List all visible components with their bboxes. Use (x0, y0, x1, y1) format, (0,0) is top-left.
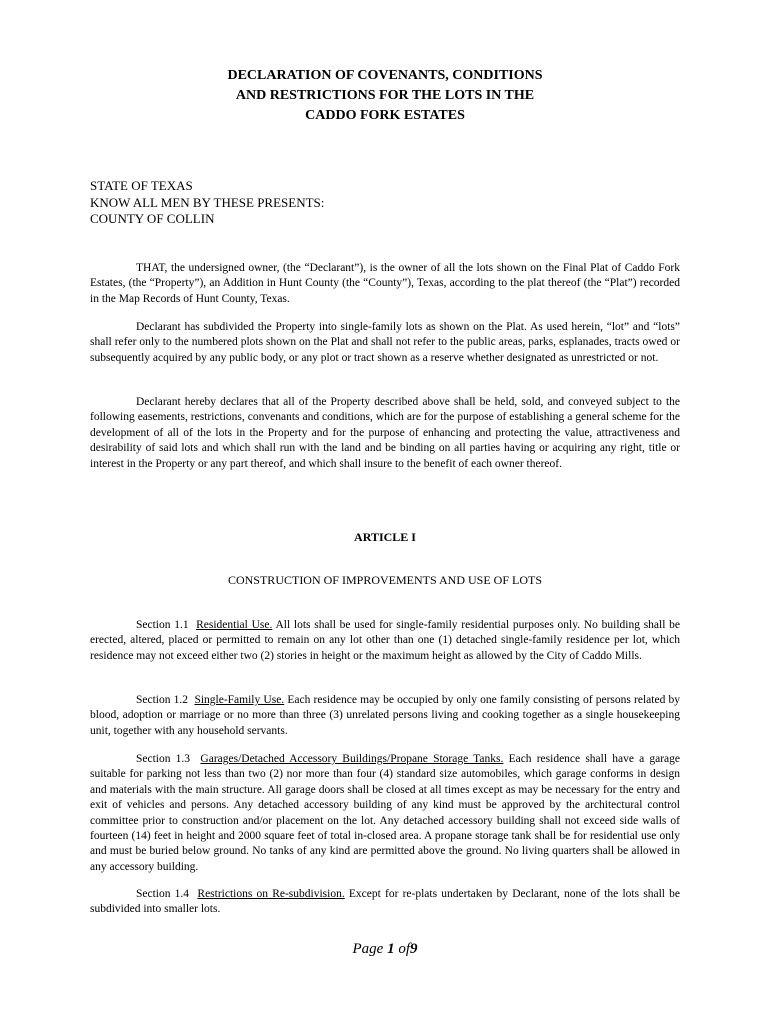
article-heading: ARTICLE I (354, 530, 416, 544)
section-text: All lots shall be used for single-family residential purposes only. No building shall be erected, altered, placed or permitted to remain on any lot other than one (1) detached single-family residence per lot, which residence may not exceed either two (2) stories in height or the maximum height as allowed by the City of Caddo Mills. (90, 619, 681, 662)
section-heading: Garages/Detached Accessory Buildings/Propane Storage Tanks. (200, 753, 504, 765)
preamble-know-all-men: KNOW ALL MEN BY THESE PRESENTS: (90, 194, 325, 210)
section-text: Each residence may be occupied by only one family consisting of persons related by blood, adoption or marriage or no more than three (3) unrelated persons living and cooking together as a single housekeeping unit, together with any household servants. (90, 694, 681, 737)
page-number: 1 (387, 941, 395, 957)
section-heading: Single-Family Use. (194, 694, 285, 706)
section-1-4 (90, 887, 680, 918)
page-label: Page (352, 941, 384, 957)
title-line-2: AND RESTRICTIONS FOR THE LOTS IN THE (235, 88, 535, 103)
of-label: of (398, 941, 410, 957)
paragraph-owner: THAT, the undersigned owner, (the “Declarant”), is the owner of all the lots shown on the Final Plat of Caddo Fork Estates, (the “Property”), an Addition in Hunt County (the “County”), Texas, according to the plat thereof (the “Plat”) recorded in the Map Records of Hunt County, Texas. (90, 262, 680, 305)
section-text: Except for re-plats undertaken by Declarant, none of the lots shall be subdivided into smaller lots. (90, 888, 680, 916)
title-line-1: DECLARATION OF COVENANTS, CONDITIONS (227, 68, 543, 83)
preamble-county: COUNTY OF COLLIN (90, 211, 215, 226)
section-text: Each residence shall have a garage suitable for parking not less than two (2) nor more than four (4) standard size automobiles, which garage conforms in design and materials with the main structure. All garage doors shall be closed at all times except as may be necessary for the entry and exit of vehicles and persons. Any detached accessory building of any kind must be approved by the architectural control committee prior to construction and/or placement on the lot. Any detached accessory building shall not exceed side walls of fourteen (14) feet in height and 2000 square feet of total in-closed area. A propane storage tank shall be for residential use only and must be buried below ground. No tanks of any kind are permitted above the ground. No living quarters shall be allowed in any accessory building. (90, 753, 681, 873)
preamble (90, 178, 324, 228)
total-pages: 9 (410, 941, 418, 957)
title-line-3: CADDO FORK ESTATES (305, 108, 465, 123)
paragraph-subdivision: Declarant has subdivided the Property into single-family lots as shown on the Plat. As used herein, “lot” and “lots” shall refer only to the numbered plots shown on the Plat and shall not refer to the public areas, parks, esplanades, tracts owed or subsequently acquired by any public body, or any plot or tract shown as a reserve whether designated as unrestricted or not. (90, 321, 680, 364)
section-1-1 (90, 618, 680, 664)
section-number: Section 1.3 (136, 753, 191, 765)
section-1-2 (90, 693, 680, 739)
article-subtitle: CONSTRUCTION OF IMPROVEMENTS AND USE OF LOTS (227, 573, 543, 587)
section-number: Section 1.1 (136, 619, 189, 631)
preamble-state: STATE OF TEXAS (90, 178, 193, 193)
section-heading: Restrictions on Re-subdivision. (197, 888, 345, 900)
section-heading: Residential Use. (196, 619, 273, 631)
paragraph-declaration: Declarant hereby declares that all of the Property described above shall be held, sold, and conveyed subject to the following easements, restrictions, convenants and conditions, which are for the purpose of establishing a general scheme for the development of all of the lots in the Property and for the purpose of enhancing and protecting the value, attractiveness and desirability of said lots and which shall run with the land and be binding on all parties having or acquiring any right, title or interest in the Property or any part thereof, and which shall insure to the benefit of each owner thereof. (90, 396, 680, 470)
section-number: Section 1.2 (136, 694, 189, 706)
document-title (90, 66, 680, 126)
section-1-3 (90, 752, 680, 875)
section-number: Section 1.4 (136, 888, 190, 900)
page-footer (0, 941, 770, 958)
